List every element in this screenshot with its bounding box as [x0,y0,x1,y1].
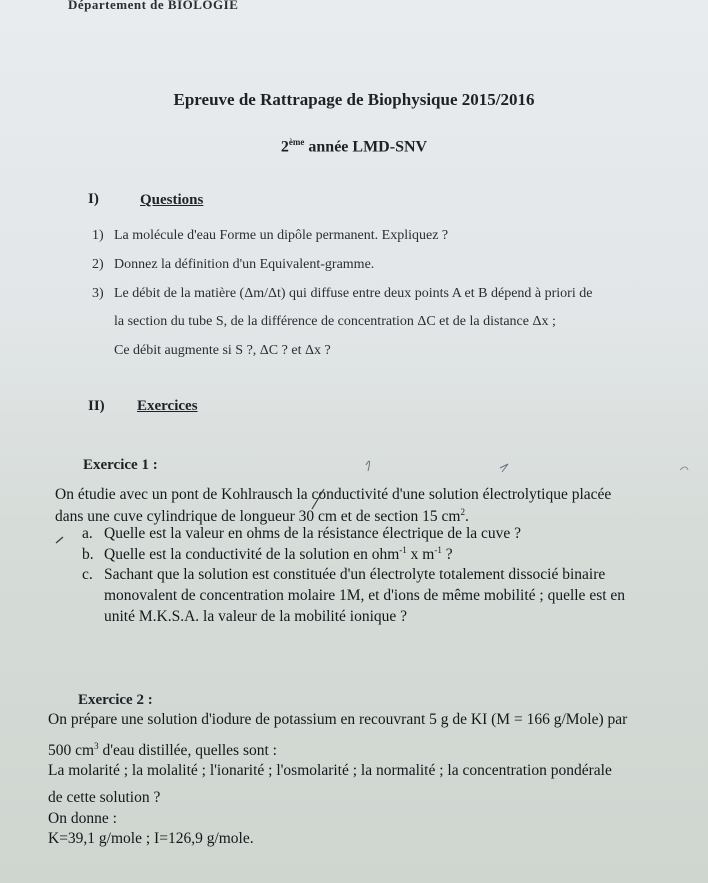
pen-stroke [500,464,508,472]
subtitle-rest: année LMD-SNV [304,138,428,156]
item-text-3: ? [441,546,453,564]
question-number: 3) [92,286,104,301]
item-letter: a. [82,525,93,542]
item-letter: c. [82,566,93,583]
exercise2-line6: K=39,1 g/mole ; I=126,9 g/mole. [48,830,254,847]
question-text: La molécule d'eau Forme un dipôle permanent. Expliquez ? [114,228,449,243]
exercise1-title: Exercice 1 : [83,457,158,473]
line2-end: d'eau distillée, quelles sont : [98,742,277,760]
exercise2-line4: de cette solution ? [48,789,161,806]
section1-title: Questions [140,192,204,208]
exercise1-item-c-line2: monovalent de concentration molaire 1M, et d'ions de même mobilité ; quelle est en [104,587,626,604]
check-mark-icon [56,537,63,543]
question-3-line-3: Ce débit augmente si S ?, ΔC ? et Δx ? [114,343,331,358]
question-number: 1) [92,228,104,243]
item-text: Quelle est la conductivité de la solution en ohm [104,546,400,564]
intro-text: dans une cuve cylindrique de longueur 30 cm et de section 15 cm [55,508,461,526]
question-number: 2) [92,257,104,272]
question-3-line-2: la section du tube S, de la différence de concentration ΔC et de la distance Δx ; [114,314,556,329]
item-sup-1: -1 [399,545,407,555]
section1-number: I) [88,191,99,207]
pen-stroke [366,461,370,471]
intro-sup: 2 [460,507,465,517]
exercise2-title: Exercice 2 : [78,692,153,708]
item-text-2: x m [406,546,435,564]
item-text: Quelle est la valeur en ohms de la résistance électrique de la cuve ? [104,525,522,542]
exam-title: Epreuve de Rattrapage de Biophysique 2015/2016 [173,90,535,109]
item-text: Sachant que la solution est constituée d'un électrolyte totalement dissocié binaire [104,566,606,583]
question-text: Donnez la définition d'un Equivalent-gramme. [114,257,375,272]
item-sup-2: -1 [434,545,442,555]
pen-stroke [680,467,688,470]
exercise2-line3: La molarité ; la molalité ; l'ionarité ; l'osmolarité ; la normalité ; la concentration pondérale [48,762,612,779]
section2-number: II) [88,398,105,414]
pen-stroke [312,489,324,509]
intro-end: . [464,508,469,526]
exercise1-intro-line1: On étudie avec un pont de Kohlrausch la conductivité d'une solution électrolytique placée [55,486,612,503]
item-letter: b. [82,546,94,564]
subtitle-sup: ème [288,137,305,147]
subtitle-year: 2 [280,138,289,156]
question-text: Le débit de la matière (Δm/Δt) qui diffuse entre deux points A et B dépend à priori de [114,286,593,301]
exercise2-line1: On prépare une solution d'iodure de potassium en recouvrant 5 g de KI (M = 166 g/Mole) par [48,711,628,728]
exercise1-item-c-line3: unité M.K.S.A. la valeur de la mobilité ionique ? [104,608,408,625]
department-header: Département de BIOLOGIE [68,0,239,12]
line2-sup: 3 [94,741,99,751]
line2-text: 500 cm [48,742,95,760]
section2-title: Exercices [137,398,198,414]
exercise2-line5: On donne : [48,810,117,827]
